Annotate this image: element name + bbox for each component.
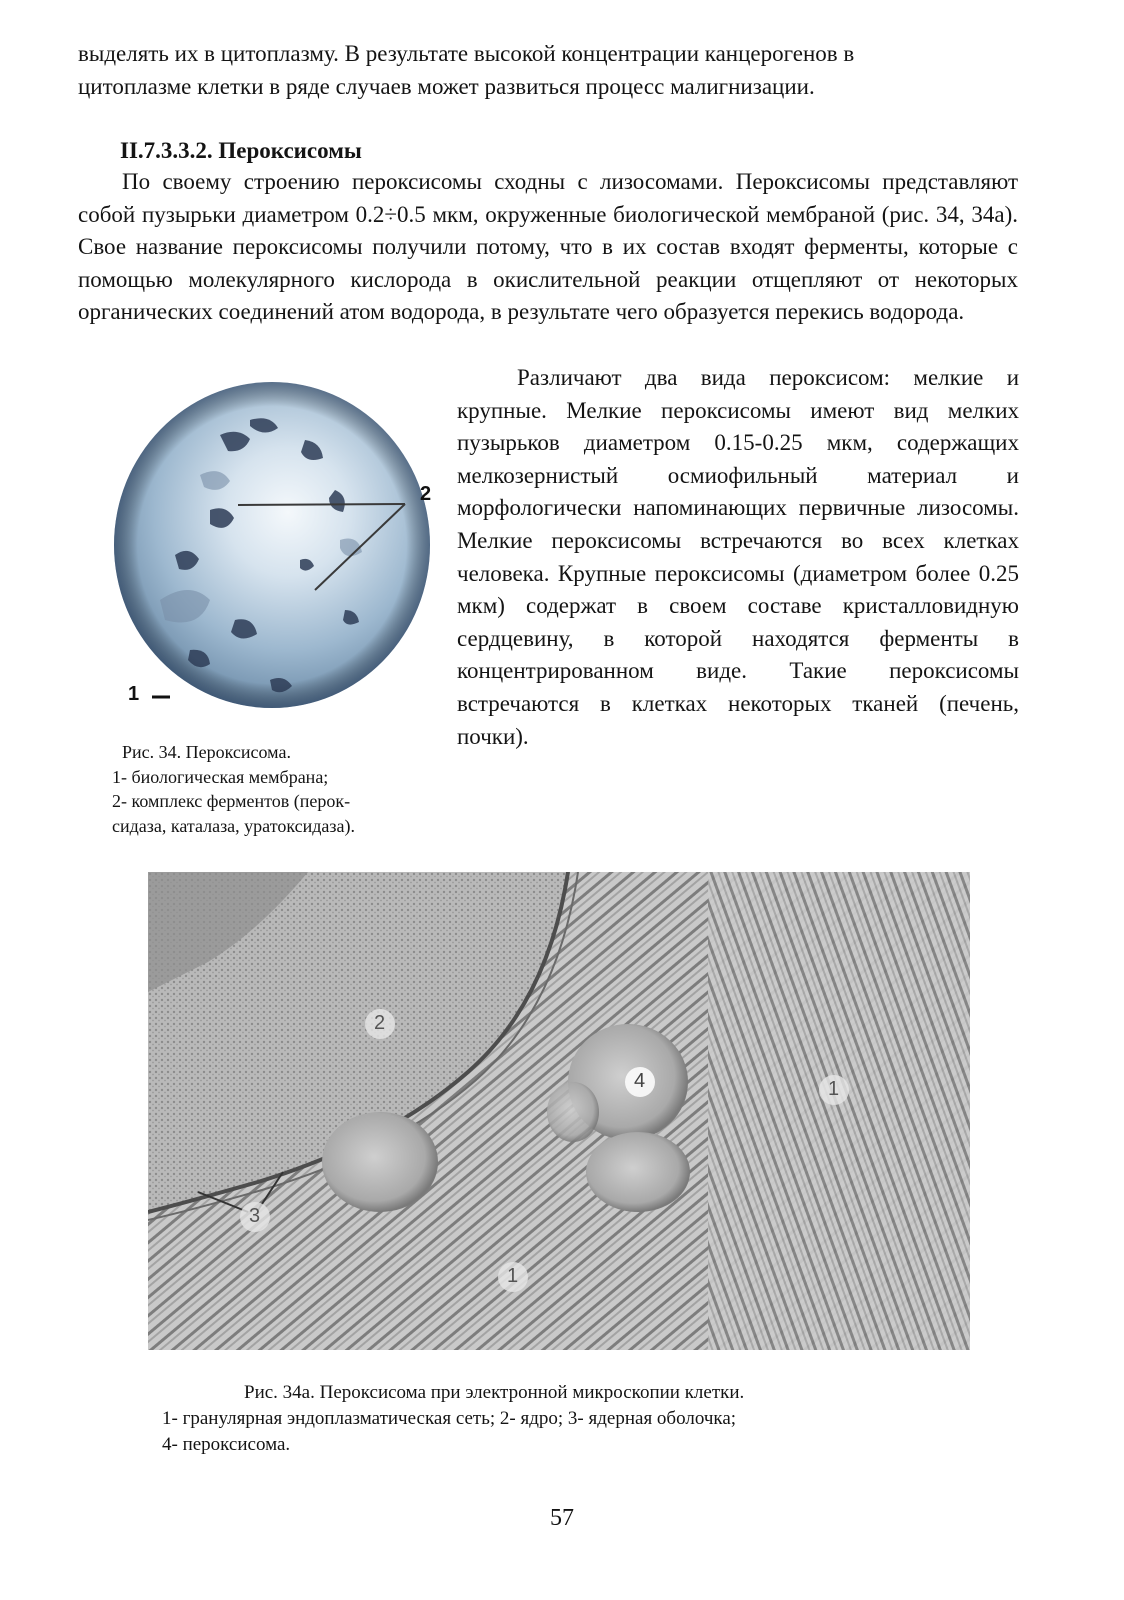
paragraph-2: Различают два вида пероксисом: мелкие и крупные. Мелкие пероксисомы имеют вид мелких пузырьков диаметром 0.15-0.25 мкм, содержащих мелкозернистый осмиофильный материал и морфологически напоминающих первичные лизосомы. Мелкие пероксисомы встречаются во всех клетках человека. Крупные пероксисомы (диаметром более 0.25 мкм) содержат в своем составе кристалловидную сердцевину, в которой находятся ферменты в концентрированном виде. Такие пероксисомы встречаются в клетках некоторых тканей (печень, почки). [457,365,1019,749]
page-number: 57 [550,1505,574,1531]
figure-34a-label-3: 3 [249,1205,261,1227]
figure-34a-label-4: 4 [634,1070,646,1092]
figure-34a-label-1-right: 1 [828,1078,840,1100]
figure-34-caption-line-3: сидаза, каталаза, уратоксидаза). [112,815,355,836]
figure-34a-label-1-bottom: 1 [507,1265,519,1287]
figure-34 [100,380,445,725]
peroxisome-illustration [100,380,445,725]
figure-34a-caption-line-2: 4- пероксисома. [162,1434,291,1455]
figure-34-label-2: 2 [420,483,432,505]
figure-34-caption-title: Рис. 34. Пероксисома. [122,742,291,762]
figure-34-caption-line-2: 2- комплекс ферментов (перок- [112,791,351,811]
electron-micrograph [148,872,970,1350]
intro-line-1: выделять их в цитоплазму. В результате высокой концентрации канцерогенов в [78,41,855,66]
figure-34a-label-2: 2 [374,1012,386,1034]
intro-line-2: цитоплазме клетки в ряде случаев может развиться процесс малигнизации. [78,74,815,99]
figure-34-caption [112,740,452,838]
figure-34-caption-line-1: 1- биологическая мембрана; [112,766,329,787]
figure-34a-caption-title: Рис. 34а. Пероксисома при электронной микроскопии клетки. [244,1382,745,1403]
figure-34a [148,872,970,1350]
paragraph-1: По своему строению пероксисомы сходны с лизосомами. Пероксисомы представляют собой пузырьки диаметром 0.2÷0.5 мкм, окруженные биологической мембраной (рис. 34, 34а). Свое название пероксисомы получили потому, что в их состав входят ферменты, которые с помощью молекулярного кислорода в окислительной реакции отщепляют от некоторых органических соединений атом водорода, в результате чего образуется перекись водорода. [78,169,1018,325]
figure-34a-caption-line-1: 1- гранулярная эндоплазматическая сеть; 2- ядро; 3- ядерная оболочка; [162,1408,737,1429]
figure-34-label-1: 1 [128,683,140,705]
section-heading: II.7.3.3.2. Пероксисомы [120,138,362,163]
figure-34a-caption [162,1380,962,1458]
